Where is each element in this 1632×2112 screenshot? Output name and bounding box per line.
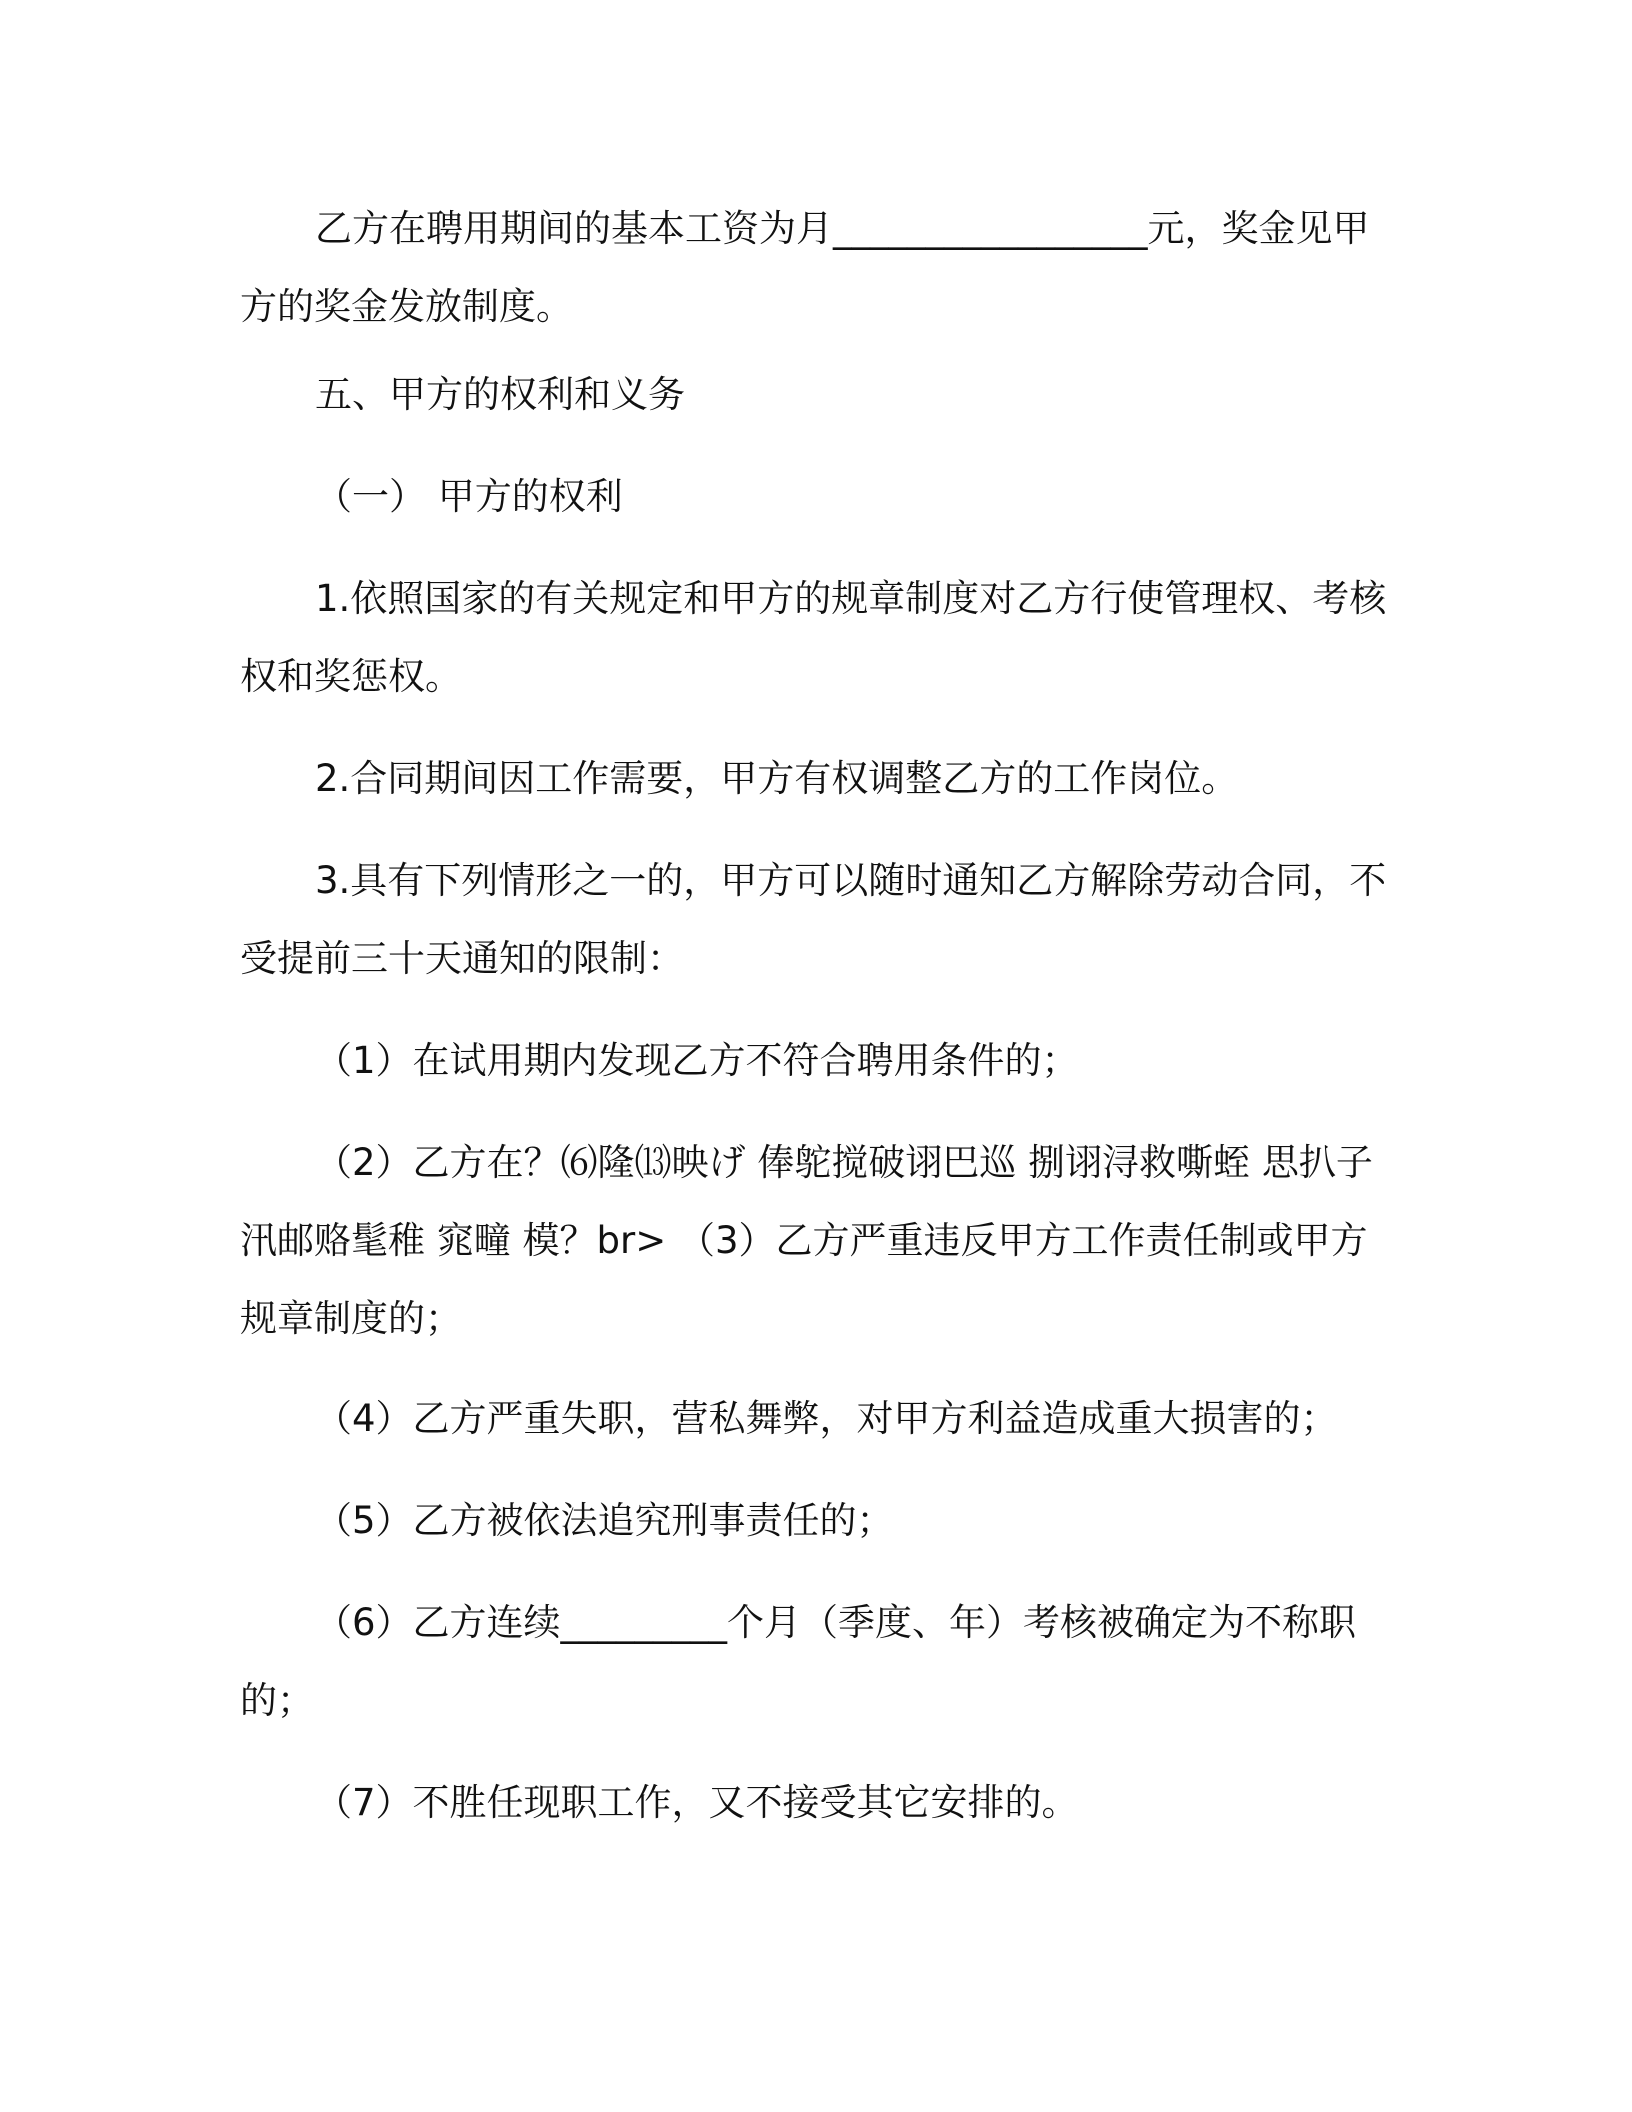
condition-5-criminal-liability: （5）乙方被依法追究刑事责任的； (315, 1499, 894, 1542)
clause-2-adjust-position: 2.合同期间因工作需要，甲方有权调整乙方的工作岗位。 (315, 757, 1239, 800)
subsection-heading-party-a-rights: （一） 甲方的权利 (315, 475, 623, 518)
condition-4-negligence: （4）乙方严重失职，营私舞弊，对甲方利益造成重大损害的； (315, 1397, 1338, 1440)
salary-paragraph: 乙方在聘用期间的基本工资为月_________________元，奖金见甲方的奖金发放制度。 (240, 207, 1370, 328)
condition-6-assessment: （6）乙方连续_________个月（季度、年）考核被确定为不称职的； (240, 1601, 1357, 1722)
condition-2-and-3: （2）乙方在？⑹隆⒀映げ 俸鸵搅破诩巴巡 捌诩浔救嘶蛭 思扒子汛邮赂髦稚 窕疃 模？br> （3）乙方严重违反甲方工作责任制或甲方规章制度的； (240, 1141, 1373, 1340)
clause-1-management-rights: 1.依照国家的有关规定和甲方的规章制度对乙方行使管理权、考核权和奖惩权。 (240, 577, 1387, 698)
section-heading-party-a-rights-duties: 五、甲方的权利和义务 (315, 373, 685, 416)
condition-7-incompetence: （7）不胜任现职工作，又不接受其它安排的。 (315, 1781, 1079, 1824)
condition-1-probation: （1）在试用期内发现乙方不符合聘用条件的； (315, 1039, 1079, 1082)
clause-3-termination-conditions: 3.具有下列情形之一的，甲方可以随时通知乙方解除劳动合同，不受提前三十天通知的限制： (240, 859, 1387, 980)
